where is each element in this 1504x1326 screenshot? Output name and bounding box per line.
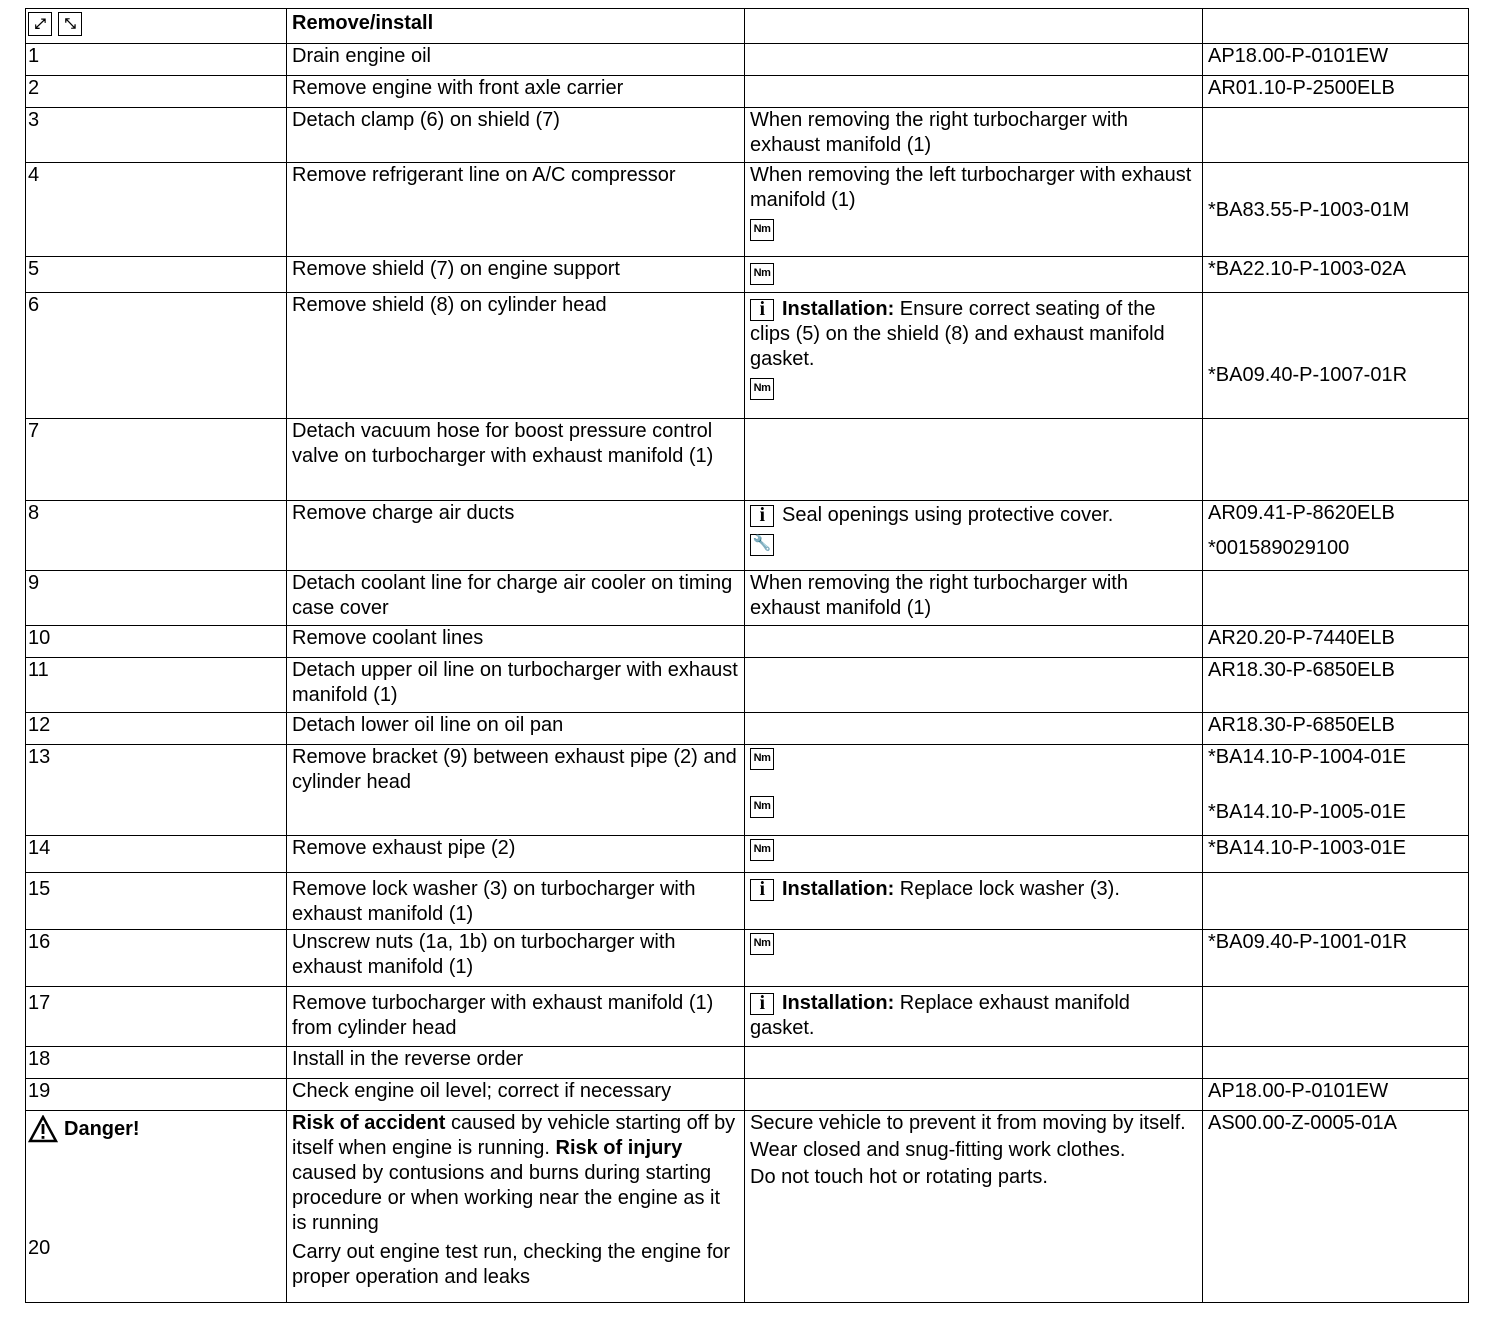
expand-icon[interactable]: ⤢ (28, 12, 52, 36)
document-link[interactable]: *BA83.55-P-1003-01M (1208, 199, 1410, 221)
table-row: 8 Remove charge air ducts i Seal openings using protective cover. 🔧 AR09.41-P-8620ELB *001589029100 (26, 501, 1469, 571)
document-link[interactable]: AR20.20-P-7440ELB (1203, 626, 1469, 658)
document-link[interactable]: *BA22.10-P-1003-02A (1203, 257, 1469, 293)
table-row: 17 Remove turbocharger with exhaust manifold (1) from cylinder head i Installation: Replace exhaust manifold gasket. (26, 987, 1469, 1047)
torque-icon[interactable]: Nm (750, 378, 774, 400)
special-tool-icon[interactable]: 🔧 (750, 534, 774, 556)
torque-icon[interactable]: Nm (750, 839, 774, 861)
document-link[interactable]: AR18.30-P-6850ELB (1203, 713, 1469, 745)
torque-icon[interactable]: Nm (750, 219, 774, 241)
document-link[interactable]: *BA09.40-P-1001-01R (1203, 930, 1469, 987)
danger-text: Risk of accident caused by vehicle starting off by itself when engine is running. Risk of injury caused by contusions and burns during starting procedure or when working near the engine as it is running (292, 1112, 736, 1234)
table-row: 5 Remove shield (7) on engine support Nm *BA22.10-P-1003-02A (26, 257, 1469, 293)
procedure-table (25, 8, 1469, 1303)
table-row: 14 Remove exhaust pipe (2) Nm *BA14.10-P-1003-01E (26, 836, 1469, 873)
info-icon[interactable]: i (750, 993, 774, 1015)
torque-icon[interactable]: Nm (750, 263, 774, 285)
collapse-icon[interactable]: ⤡ (58, 12, 82, 36)
table-row: 18 Install in the reverse order (26, 1047, 1469, 1079)
table-row: 3 Detach clamp (6) on shield (7) When removing the right turbocharger with exhaust manifold (1) (26, 108, 1469, 163)
document-link[interactable]: AS00.00-Z-0005-01A (1203, 1111, 1469, 1303)
table-row: 16 Unscrew nuts (1a, 1b) on turbocharger with exhaust manifold (1) Nm *BA09.40-P-1001-01R (26, 930, 1469, 987)
tool-number-link[interactable]: *001589029100 (1208, 537, 1350, 559)
table-row: 2 Remove engine with front axle carrier AR01.10-P-2500ELB (26, 76, 1469, 108)
table-row: 10 Remove coolant lines AR20.20-P-7440ELB (26, 626, 1469, 658)
torque-icon[interactable]: Nm (750, 933, 774, 955)
table-row: 19 Check engine oil level; correct if necessary AP18.00-P-0101EW (26, 1079, 1469, 1111)
header-row (26, 9, 1469, 44)
document-link[interactable]: AP18.00-P-0101EW (1203, 44, 1469, 76)
document-link[interactable]: AR09.41-P-8620ELB (1208, 502, 1395, 524)
document-link[interactable]: AR18.30-P-6850ELB (1203, 658, 1469, 713)
table-row: 6 Remove shield (8) on cylinder head i Installation: Ensure correct seating of the clips (5) on the shield (8) and exhaust manifold gasket. Nm *BA09.40-P-1007-01R (26, 293, 1469, 419)
table-row: 15 Remove lock washer (3) on turbocharger with exhaust manifold (1) i Installation: Replace lock washer (3). (26, 873, 1469, 930)
torque-icon[interactable]: Nm (750, 796, 774, 818)
table-row: 1 Drain engine oil AP18.00-P-0101EW (26, 44, 1469, 76)
header-title: Remove/install (287, 9, 745, 44)
document-link[interactable]: *BA09.40-P-1007-01R (1208, 364, 1408, 386)
info-icon[interactable]: i (750, 505, 774, 527)
danger-label: Danger! (64, 1117, 140, 1140)
torque-icon[interactable]: Nm (750, 748, 774, 770)
document-link[interactable]: *BA14.10-P-1003-01E (1203, 836, 1469, 873)
danger-row: Danger! 20 Risk of accident caused by vehicle starting off by itself when engine is running. Risk of injury caused by contusions and burns during starting procedure or when working near the engine as it is running Carry out engine test run, checking the engine for proper operation and leaks Secure vehicle to prevent it from moving by itself. Wear closed and snug-fitting work clothes. Do not touch hot or rotating parts. AS00.00-Z-0005-01A (26, 1111, 1469, 1303)
table-row: 12 Detach lower oil line on oil pan AR18.30-P-6850ELB (26, 713, 1469, 745)
table-row: 4 Remove refrigerant line on A/C compressor When removing the left turbocharger with exhaust manifold (1) Nm *BA83.55-P-1003-01M (26, 163, 1469, 257)
info-icon[interactable]: i (750, 299, 774, 321)
document-link[interactable]: AP18.00-P-0101EW (1203, 1079, 1469, 1111)
document-link[interactable]: AR01.10-P-2500ELB (1203, 76, 1469, 108)
document-link[interactable]: *BA14.10-P-1004-01E (1208, 746, 1406, 768)
table-row: 7 Detach vacuum hose for boost pressure control valve on turbocharger with exhaust manifold (1) (26, 419, 1469, 501)
table-row: 9 Detach coolant line for charge air cooler on timing case cover When removing the right turbocharger with exhaust manifold (1) (26, 571, 1469, 626)
info-icon[interactable]: i (750, 879, 774, 901)
table-row: 13 Remove bracket (9) between exhaust pipe (2) and cylinder head Nm Nm *BA14.10-P-1004-01E *BA14.10-P-1005-01E (26, 745, 1469, 836)
header-icons-cell (26, 9, 287, 44)
document-link[interactable]: *BA14.10-P-1005-01E (1208, 801, 1406, 823)
warning-triangle-icon (28, 1115, 58, 1143)
table-row: 11 Detach upper oil line on turbocharger with exhaust manifold (1) AR18.30-P-6850ELB (26, 658, 1469, 713)
